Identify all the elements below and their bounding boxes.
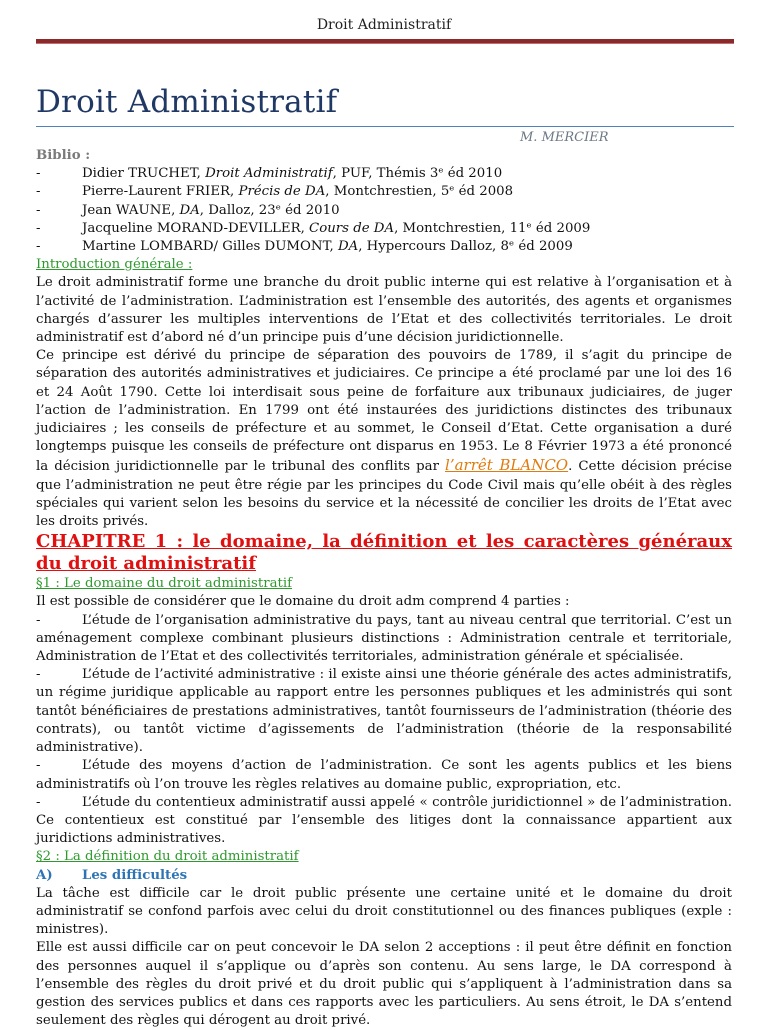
- list-item-text: L’étude du contentieux administratif aussi appelé « contrôle juridictionnel » de l’administration. Ce contentieux est constitué par l’ensemble des litiges dont la connaissance appartient aux juridictions administratives.: [36, 794, 732, 847]
- bibliography-heading: Biblio :: [36, 148, 91, 163]
- list-dash: -: [36, 758, 41, 774]
- section-2-heading: §2 : La définition du droit administratif: [36, 849, 299, 865]
- section-1-intro: Il est possible de considérer que le domaine du droit adm comprend 4 parties :: [36, 594, 570, 610]
- subsection-a-paragraph-2: Elle est aussi difficile car on peut concevoir le DA selon 2 acceptions : il peut être définit en fonction des personnes auquel il s’applique ou d’après son contenu. Au sens large, le DA correspond à l’ensemble des règles du droit privé et du droit public qui s’appliquent à l’administration dans sa gestion des services publics et dans ces rapports avec les particuliers. Au sens étroit, le DA s’entend seulement des règles qui dérogent au droit privé.: [36, 940, 732, 1029]
- list-item: [36, 612, 732, 667]
- running-header: Droit Administratif: [316, 17, 452, 33]
- list-dash: -: [36, 166, 41, 182]
- bib-author: Martine LOMBARD/ Gilles DUMONT,: [82, 239, 338, 255]
- bib-book: Cours de DA: [309, 220, 395, 236]
- bibliography-item: [36, 202, 732, 220]
- section-1-heading: §1 : Le domaine du droit administratif: [36, 576, 293, 592]
- subsection-a-paragraph-1: La tâche est difficile car le droit public présente une certaine unité et le domaine du droit administratif se confond parfois avec celui du droit constitutionnel ou des finances publiques (exple : ministres).: [36, 885, 732, 938]
- bib-book: DA: [337, 239, 359, 255]
- list-dash: -: [36, 239, 41, 255]
- bib-book: Droit Administratif: [205, 166, 333, 182]
- list-item: [36, 666, 732, 757]
- list-item: [36, 794, 732, 849]
- intro-heading: Introduction générale :: [36, 257, 193, 273]
- title-rule: [36, 126, 734, 127]
- bibliography-item: [36, 165, 732, 183]
- subsection-a-title: Les difficultés: [82, 867, 188, 883]
- bib-book: DA: [179, 202, 200, 218]
- list-dash: -: [36, 667, 41, 683]
- list-item-text: L’étude des moyens d’action de l’administration. Ce sont les agents publics et les biens administratifs où l’on trouve les règles relatives au domaine public, expropriation, etc.: [36, 758, 732, 792]
- intro-paragraph-1: Le droit administratif forme une branche du droit public interne qui est relative à l’organisation et à l’activité de l’administration. L’administration est l’ensemble des autorités, des agents et organismes chargés d’assurer les multiples interventions de l’Etat et des collectivités territoriales. Le droit administratif est d’abord né d’un principe puis d’une décision juridictionnelle.: [36, 275, 732, 346]
- bib-details: , Montchrestien, 11ᵉ éd 2009: [394, 220, 591, 236]
- document-body: [36, 147, 732, 1030]
- bibliography-item: [36, 238, 732, 256]
- arret-blanco-link[interactable]: l’arrêt BLANCO: [445, 456, 569, 475]
- bib-details: , Dalloz, 23ᵉ éd 2010: [199, 202, 340, 218]
- bib-details: , Hypercours Dalloz, 8ᵉ éd 2009: [358, 239, 573, 255]
- bib-details: , PUF, Thémis 3ᵉ éd 2010: [332, 166, 503, 182]
- list-dash: -: [36, 184, 41, 200]
- intro-paragraph-2: [36, 347, 732, 531]
- header-rule: [36, 39, 734, 44]
- document-title: Droit Administratif: [36, 84, 338, 120]
- intro-paragraph-2-start: Ce principe est dérivé du principe de séparation des pouvoirs de 1789, il s’agit du principe de séparation des autorités administratives et judiciaires. Ce principe a été proclamé par une loi des 16 et 24 Août 1790. Cette loi interdisait sous peine de forfaiture aux tribunaux judiciaires, de juger l’action de l’administration. En 1799 ont été instaurées des juridictions distinctes des tribunaux judiciaires ; les conseils de préfecture et au sommet, le Conseil d’Etat. Cette organisation a duré longtemps puisque les conseils de préfecture ont disparus en 1953. Le 8 Février 1973 a été prononcé la décision juridictionnelle par le tribunal des conflits par: [36, 348, 732, 475]
- list-dash: -: [36, 220, 41, 236]
- bib-book: Précis de DA: [238, 184, 326, 200]
- subsection-a-heading: [36, 867, 732, 885]
- list-dash: -: [36, 612, 41, 628]
- bib-author: Pierre-Laurent FRIER,: [82, 184, 239, 200]
- list-item: [36, 757, 732, 793]
- list-item-text: L’étude de l’activité administrative : il existe ainsi une théorie générale des actes administratifs, un régime juridique applicable au rapport entre les personnes publiques et les administrés qui sont tantôt bénéficiaires de prestations administratives, tantôt fournisseurs de l’administration (théorie des contrats), ou tantôt victime d’agissements de l’administration (théorie de la responsabilité administrative).: [36, 667, 732, 756]
- bib-author: Didier TRUCHET,: [82, 166, 206, 182]
- subsection-a-label: A): [36, 867, 53, 883]
- list-dash: -: [36, 202, 41, 218]
- bibliography-item: [36, 220, 732, 238]
- list-dash: -: [36, 794, 41, 810]
- bib-author: Jean WAUNE,: [82, 202, 180, 218]
- chapter-1-title: CHAPITRE 1 : le domaine, la définition et les caractères généraux du droit administratif: [36, 531, 732, 575]
- list-item-text: L’étude de l’organisation administrative du pays, tant au niveau central que territorial. C’est un aménagement complexe combinant plusieurs distinctions : Administration centrale et territoriale, Administration de l’Etat et des collectivités territoriales, administration générale et spécialisée.: [36, 612, 732, 665]
- author: M. MERCIER: [520, 130, 609, 145]
- bibliography-item: [36, 183, 732, 201]
- intro-paragraph-2-end: . Cette décision précise que l’administration ne peut être régie par les principes du Code Civil mais qu’elle obéit à des règles spéciales qui varient selon les besoins du service et la nécessité de concilier les droits de l’Etat avec les droits privés.: [36, 459, 732, 530]
- bib-author: Jacqueline MORAND-DEVILLER,: [82, 220, 310, 236]
- bib-details: , Montchrestien, 5ᵉ éd 2008: [325, 184, 514, 200]
